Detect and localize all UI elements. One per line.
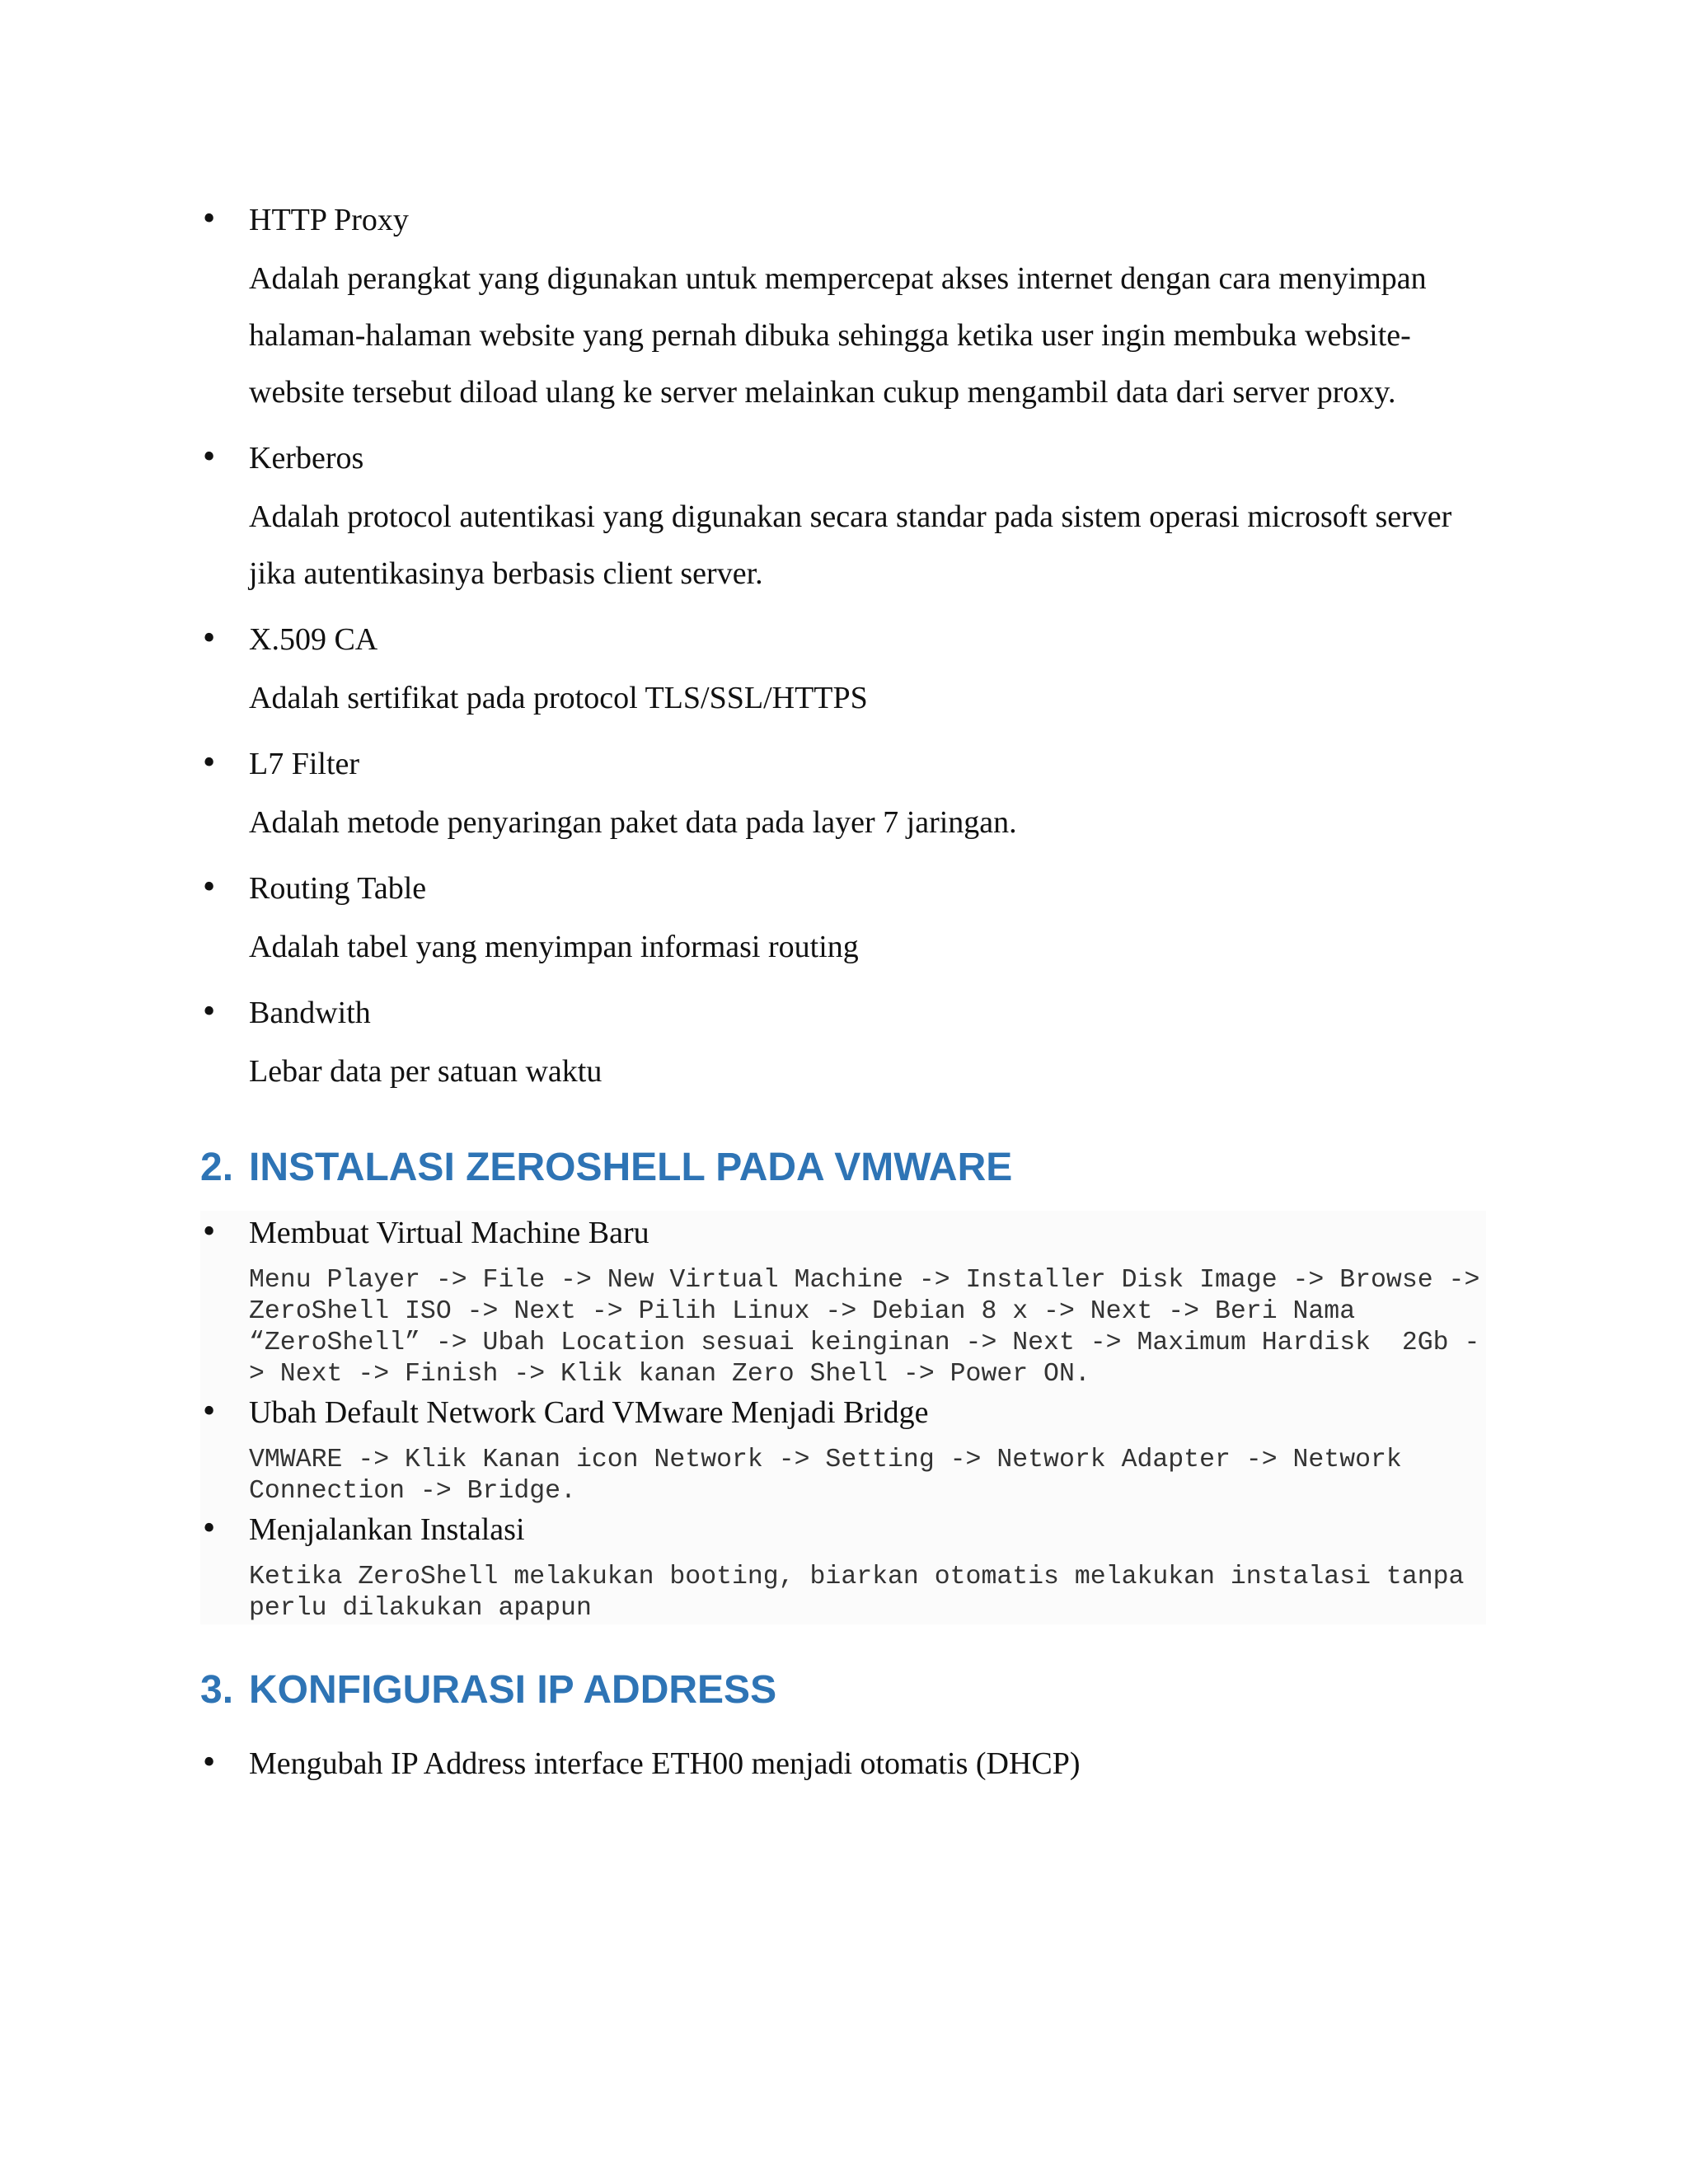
list-item-membuat-vm: [200, 1211, 1496, 1390]
term-title: Bandwith: [249, 996, 371, 1030]
bullet-icon: •: [200, 441, 218, 475]
list-item-bandwith: [200, 991, 1486, 1100]
term-title: X.509 CA: [249, 622, 378, 657]
bullet-icon: •: [200, 1216, 218, 1249]
term-title: Kerberos: [249, 441, 364, 476]
bullet-icon: •: [200, 622, 218, 656]
section-heading-konfigurasi: [200, 1664, 1486, 1717]
step-title: Menjalankan Instalasi: [249, 1512, 525, 1547]
document-content: [200, 198, 1496, 1786]
list-item-routing-table: [200, 866, 1486, 976]
term-description: Adalah protocol autentikasi yang digunakan secara standar pada sistem operasi microsoft server jika autentikasinya berbasis client server.: [249, 499, 1452, 591]
term-description: Lebar data per satuan waktu: [249, 1054, 603, 1089]
step-title: Ubah Default Network Card VMware Menjadi Bridge: [249, 1395, 929, 1430]
section-2-body: [200, 1211, 1496, 1624]
list-item-x509-ca: [200, 617, 1486, 727]
code-block: Ketika ZeroShell melakukan booting, biarkan otomatis melakukan instalasi tanpa perlu dilakukan apapun: [249, 1563, 1480, 1623]
step-title: Mengubah IP Address interface ETH00 menjadi otomatis (DHCP): [249, 1746, 1081, 1781]
term-description: Adalah perangkat yang digunakan untuk mempercepat akses internet dengan cara menyimpan halaman-halaman website yang pernah dibuka sehingga ketika user ingin membuka website-website tersebut diload ulang ke server melainkan cukup mengambil data dari server proxy.: [249, 261, 1427, 410]
step-title: Membuat Virtual Machine Baru: [249, 1216, 649, 1250]
section-number: 2.: [200, 1146, 234, 1189]
term-description: Adalah sertifikat pada protocol TLS/SSL/HTTPS: [249, 681, 868, 715]
section-title: INSTALASI ZEROSHELL PADA VMWARE: [249, 1146, 1013, 1189]
bullet-icon: •: [200, 871, 218, 905]
list-item-ubah-ip: [200, 1741, 1486, 1786]
list-item-menjalankan-instalasi: [200, 1507, 1486, 1624]
code-block: Menu Player -> File -> New Virtual Machine -> Installer Disk Image -> Browse -> ZeroShell ISO -> Next -> Pilih Linux -> Debian 8 x -> Next -> Beri Nama “ZeroShell” -> Ubah Location sesuai keinginan -> Next -> Maximum Hardisk 2Gb -> Next -> Finish -> Klik kanan Zero Shell -> Power ON.: [249, 1266, 1496, 1389]
term-title: L7 Filter: [249, 747, 360, 781]
bullet-icon: •: [200, 996, 218, 1029]
list-item-http-proxy: [200, 198, 1486, 421]
term-description: Adalah metode penyaringan paket data pada layer 7 jaringan.: [249, 805, 1017, 840]
term-description: Adalah tabel yang menyimpan informasi routing: [249, 930, 859, 964]
bullet-icon: •: [200, 1395, 218, 1429]
list-item-network-bridge: [200, 1390, 1486, 1507]
bullet-icon: •: [200, 203, 218, 237]
bullet-icon: •: [200, 1746, 218, 1780]
bullet-icon: •: [200, 1512, 218, 1546]
section-title: KONFIGURASI IP ADDRESS: [249, 1668, 777, 1712]
section-number: 3.: [200, 1668, 234, 1712]
code-block: VMWARE -> Klik Kanan icon Network -> Setting -> Network Adapter -> Network Connection -> Bridge.: [249, 1446, 1418, 1506]
term-title: Routing Table: [249, 871, 427, 906]
bullet-icon: •: [200, 747, 218, 780]
term-title: HTTP Proxy: [249, 203, 409, 237]
list-item-kerberos: [200, 436, 1486, 602]
section-heading-instalasi: [200, 1141, 1486, 1194]
list-item-l7-filter: [200, 742, 1486, 851]
